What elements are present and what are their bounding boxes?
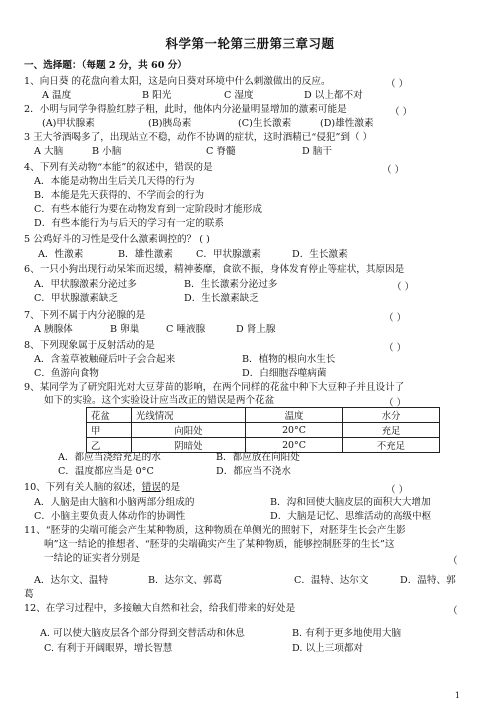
question-9-answer-blank: （ ） [384,398,407,409]
table-cell: 向阳处 [132,423,246,438]
q6-option-a: A．甲状腺激素分泌过多 [34,279,137,290]
question-11-answer-blank: （ [448,556,458,567]
question-11-stem-line-2: 响”这一结论的推想者、“胚芽的尖端确实产生了某种物质，能够控制胚芽的生长”这 [44,539,395,550]
q11-option-d-wrap: 葛 [24,589,34,600]
question-1-answer-blank: （ ） [386,79,409,90]
table-cell: 不充足 [343,438,440,453]
table-header-row [87,408,440,423]
q10-option-b: B．沟和回使大脑皮层的面积大大增加 [270,497,431,508]
q12-option-c: C. 有利于开阔眼界，增长智慧 [44,643,173,654]
question-2-stem: 2．小明与同学争得脸红脖子粗，此时，他体内分泌量明显增加的激素可能是 [24,104,347,115]
question-11-stem-line-1: 11、“胚芽的尖端可能会产生某种物质，这种物质在单侧光的照射下，对胚芽生长会产生影 [24,525,406,536]
q11-option-d: D．温特、郭 [400,575,456,586]
table-row [87,438,440,453]
q5-option-c: C．甲状腺激素 [196,249,261,260]
q2-option-b: (B)胰岛素 [148,118,192,129]
q6-option-c: C．甲状腺激素缺乏 [34,293,119,304]
section-heading [24,60,187,72]
page-title: 科学第一轮第三册第三章习题 [165,36,335,51]
q3-option-d: D 脑干 [302,146,332,157]
q7-option-c: C 唾液腺 [166,324,206,335]
table-cell: 甲 [87,423,132,438]
question-12-answer-blank: （ [448,606,458,617]
question-7-stem: 7、下列不属于内分泌腺的是 [24,310,146,321]
question-11-stem-line-3: 一结论的证实者分别是 [44,553,140,564]
q8-option-b: B．植物的根向水生长 [242,354,336,365]
table-cell: 乙 [87,438,132,453]
table-cell: 阴暗处 [132,438,246,453]
q9-option-d: D．都应当不浇水 [216,466,291,477]
q12-option-b: B. 有利于更多地使用大脑 [292,628,402,639]
question-3-stem: 3 王大爷酒喝多了，出现站立不稳，动作不协调的症状，这时酒精已“侵犯”到（ ） [24,132,373,143]
q5-option-d: D．生长激素 [292,249,348,260]
question-12-stem: 12、在学习过程中，多接触大自然和社会，给我们带来的好处是 [24,603,296,614]
question-4-answer-blank: （ ） [382,165,405,176]
q5-option-b: B．雄性激素 [118,249,174,260]
question-7-answer-blank: （ ） [384,313,407,324]
question-10-stem [24,482,180,494]
question-9-stem-line-1: 9、某同学为了研究阳光对大豆芽苗的影响，在两个同样的花盆中种下大豆种子并且设计了 [24,382,405,393]
q4-option-a: A．本能是动物出生后关几天得的行为 [34,176,195,187]
q2-option-a: (A)甲状腺素 [42,118,95,129]
question-5-stem: 5 公鸡好斗的习性是受什么激素调控的？ ( ) [24,234,210,245]
q11-option-a: A．达尔文、温特 [34,575,109,586]
table-row [87,423,440,438]
experiment-table [86,407,440,453]
q4-option-d: D．有些本能行为与后天的学习有一定的联系 [34,218,224,229]
q6-option-d: D．生长激素缺乏 [184,293,259,304]
question-8-answer-blank: （ ） [384,343,407,354]
q6-option-b: B．生长激素分泌过多 [184,279,278,290]
q3-option-b: B 小脑 [92,146,122,157]
question-6-answer-blank: （ ） [392,282,415,293]
q10-stem-underlined: 错误 [141,482,161,493]
table-cell: 20°C [246,423,343,438]
question-2-answer-blank: （ ） [390,107,413,118]
q1-option-b: B 阳光 [142,90,172,101]
q10-stem-prefix: 10、下列有关人脑的叙述， [24,482,142,493]
q8-option-d: D．白细胞吞噬病菌 [242,368,327,379]
q3-option-c: C 脊髓 [206,146,236,157]
q10-option-c: C．小脑主要负责人体动作的协调性 [34,511,186,522]
section-note: （每题 2 分，共 60 分） [81,60,187,71]
q12-option-d: D. 以上三项都对 [292,643,364,654]
q9-option-a: A．都应当浇给充足的水 [58,452,161,463]
table-cell: 充足 [343,423,440,438]
q7-option-a: A 胰腺体 [34,324,73,335]
question-8-stem: 8、下列现象属于反射活动的是 [24,340,155,351]
q11-option-c: C．温特、达尔文 [294,575,369,586]
section-label: 一、选择题： [24,60,82,71]
page-number: 1 [454,691,460,700]
question-1-stem: 1、向日葵 的花盘向着太阳，这是向日葵对环境中什么刺激做出的反应。 [24,76,331,87]
table-header: 温度 [246,408,343,423]
table-cell: 20°C [246,438,343,453]
question-10-answer-blank: （ ） [386,485,409,496]
q7-option-d: D 肾上腺 [236,324,276,335]
question-4-stem: 4、下列有关动物“本能”的叙述中，错误的是 [24,162,213,173]
question-9-stem-line-2: 如下的实验。这个实验设计应当改正的错误是两个花盆 [44,395,275,406]
q1-option-a: A 温度 [42,90,72,101]
table-header: 花盆 [87,408,132,423]
q10-stem-suffix: 的是 [160,482,181,493]
q10-option-d: D．大脑是记忆、思维活动的高级中枢 [270,511,432,522]
q1-option-d: D 以上都不对 [304,90,363,101]
q10-option-a: A．人脑是由大脑和小脑两部分组成的 [34,497,195,508]
q5-option-a: A．性激素 [38,249,84,260]
q12-option-a: A. 可以使大脑皮层各个部分得到交替活动和休息 [40,628,245,639]
q7-option-b: B 卵巢 [110,324,140,335]
q2-option-d: (D)雄性激素 [320,118,374,129]
q8-option-c: C．鱼游向食物 [34,368,99,379]
q4-option-b: B．本能是先天获得的、不学而会的行为 [34,190,205,201]
q3-option-a: A 大脑 [34,146,64,157]
q1-option-c: C 湿度 [224,90,254,101]
q8-option-a: A．含羞草被触碰后叶子会合起来 [34,354,176,365]
q4-option-c: C．有些本能行为要在动物发育到一定阶段时才能形成 [34,204,262,215]
q2-option-c: (C)生长激素 [238,118,292,129]
table-header: 水分 [343,408,440,423]
question-6-stem: 6、一只小狗出现行动呆笨而迟缓，精神萎靡，食欲不振，身体发育停止等症状，其原因是 [24,264,405,275]
q9-option-b: B．都应放在向阳处 [216,452,300,463]
q11-option-b: B．达尔文、郭葛 [148,575,223,586]
q9-option-c: C．温度都应当是 0°C [58,466,154,477]
table-header: 光线情况 [132,408,246,423]
